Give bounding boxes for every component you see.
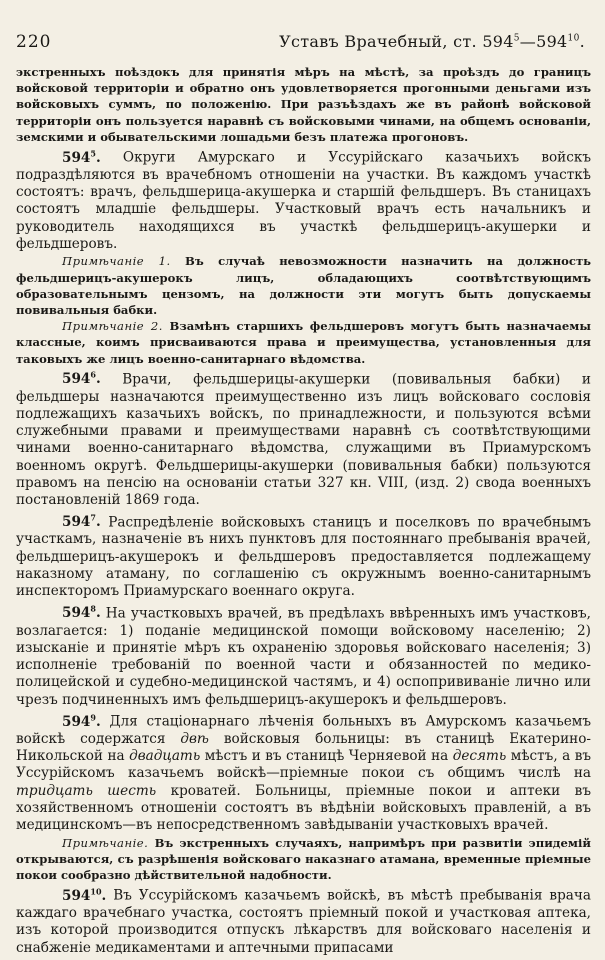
note-text: Взамѣнъ старшихъ фельдшеровъ могутъ быть назначаемы классные, коимъ присваиваются права и преимущества, установленныя для таковыхъ же лицъ военно-санитарнаго вѣдомства. (16, 319, 591, 366)
article-num: 594 (62, 713, 91, 730)
article-dot: . (95, 149, 101, 166)
article-text-part: войсковыя больницы: въ станицѣ Екатерино-Никольской на (16, 730, 591, 765)
article-number (62, 888, 106, 904)
page-body (16, 64, 591, 957)
note-1 (16, 253, 591, 318)
article-594-6 (16, 367, 591, 510)
article-sup: 10 (90, 886, 102, 897)
article-num: 594 (62, 514, 91, 531)
article-594-9 (16, 709, 591, 835)
article-dot: . (101, 887, 107, 904)
article-text: Въ Уссурійскомъ казачьемъ войскѣ, въ мѣстѣ пребыванія врача каждаго врачебнаго участка, состоятъ пріемный покой и участковая аптека, изъ которой производится отпускъ лѣкарствъ для войсковаго населенія и снабженіе медикаментами и аптечными припасами (16, 887, 591, 956)
page-header (16, 32, 591, 52)
emphasis-count: двѣ (180, 730, 209, 747)
article-text-part: мѣстъ, а въ Уссурійскомъ казачьемъ войскѣ—пріемные покои съ общимъ числѣ на (16, 748, 591, 782)
article-sup: 9 (90, 711, 96, 722)
note-label: Примѣчаніе. (62, 835, 149, 850)
article-594-7 (16, 510, 591, 601)
article-number (62, 371, 101, 387)
title-sup-start: 5 (513, 33, 520, 44)
note-text: Въ случаѣ невозможности назначить на должность фельдшерицъ-акушерокъ лицъ, обладающихъ соотвѣтствующимъ образовательнымъ цензомъ, на должности эти могутъ быть допускаемы повивальныя бабки. (16, 254, 591, 317)
article-num: 594 (62, 149, 91, 166)
article-num: 594 (62, 605, 91, 622)
article-sup: 7 (90, 512, 96, 523)
note-2 (16, 318, 591, 367)
article-sup: 5 (90, 148, 96, 159)
article-number (62, 514, 101, 530)
title-mid: —594 (519, 32, 568, 51)
article-dot: . (95, 514, 101, 531)
title-suffix: . (579, 32, 585, 51)
article-sup: 8 (90, 603, 96, 614)
emphasis-count: тридцать шесть (16, 782, 157, 799)
article-dot: . (95, 371, 101, 388)
article-594-10 (16, 883, 591, 957)
emphasis-count: двадцать (129, 748, 201, 765)
article-text-part: кроватей. Больницы, пріемные покои и аптеки въ хозяйственномъ отношеніи состоятъ въ вѣдѣніи войсковыхъ правленій, а въ медицинскомъ—въ непосредственномъ завѣдываніи участковыхъ врачей. (16, 782, 591, 834)
article-text: Округи Амурскаго и Уссурійскаго казачьихъ войскъ подраздѣляются въ врачебномъ отношеніи на участки. Въ каждомъ участкѣ состоятъ: врачъ, фельдшерица-акушерка и старшій фельдшеръ. Въ станицахъ состоятъ младшіе фельдшеры. Участковый врачъ есть начальникъ и руководитель находящихся въ участкѣ фельдшерицъ-акушерки и фельдшеровъ. (16, 149, 591, 253)
article-text-part: мѣстъ и въ станицѣ Черняевой на (200, 748, 453, 765)
title-sup-end: 10 (567, 33, 580, 44)
title-prefix: Уставъ Врачебный, ст. 594 (279, 32, 514, 51)
article-number (62, 711, 101, 730)
article-dot: . (95, 713, 101, 730)
article-text: Распредѣленіе войсковыхъ станицъ и поселковъ по врачебнымъ участкамъ, назначеніе въ нихъ пунктовъ для постояннаго пребыванія врачей, фельдшерицъ-акушерокъ и фельдшеровъ предоставляется подлежащему наказному атаману, по соглашенію съ окружнымъ военно-санитарнымъ инспекторомъ Приамурскаго военнаго округа. (16, 514, 591, 600)
note-label: Примѣчаніе 2. (62, 319, 163, 334)
article-594-8 (16, 601, 591, 709)
article-594-5 (16, 145, 591, 253)
article-sup: 6 (90, 369, 96, 380)
emphasis-count: десять (452, 748, 507, 765)
article-text: На участковыхъ врачей, въ предѣлахъ ввѣренныхъ имъ участковъ, возлагается: 1) поданіе медицинской помощи войсковому населенію; 2) изысканіе и принятіе мѣръ къ охраненію здоровья войсковаго населенія; 3) исполненіе требованій по военной части и обязанностей по медико-полицейской и судебно-медицинской частямъ, и 4) оспопрививаніе лично или чрезъ подчиненныхъ имъ фельдшерицъ-акушерокъ и фельдшеровъ. (16, 605, 591, 708)
page-number: 220 (16, 32, 52, 52)
note-text: Въ экстренныхъ случаяхъ, напримѣръ при развитіи эпидемій открываются, съ разрѣшенія войсковаго наказнаго атамана, временные пріемные покои сообразно дѣйствительной надобности. (16, 835, 591, 882)
article-text: Врачи, фельдшерицы-акушерки (повивальныя бабки) и фельдшеры назначаются преимущественно изъ лицъ войсковаго сословія подлежащихъ казачьихъ войскъ, по принадлежности, и пользуются всѣми служебными правами и преимуществами наравнѣ съ соотвѣтствующими чинами военно-санитарнаго вѣдомства, служащими въ Приамурскомъ военномъ округѣ. Фельдшерицы-акушерки (повивальныя бабки) пользуются правомъ на пенсію на основаніи статьи 327 кн. VIII, (изд. 2) свода военныхъ постановленій 1869 года. (16, 371, 591, 509)
running-title (279, 32, 585, 51)
note-3 (16, 835, 591, 884)
article-num: 594 (62, 371, 91, 388)
article-num: 594 (62, 887, 91, 904)
article-number (62, 605, 101, 621)
note-label: Примѣчаніе 1. (62, 254, 171, 269)
article-text-part: Для стаціонарнаго лѣченія больныхъ въ Амурскомъ казачьемъ войскѣ содержатся (16, 713, 591, 747)
article-dot: . (95, 605, 101, 622)
intro-continuation: экстренныхъ поѣздокъ для принятія мѣръ на мѣстѣ, за проѣздъ до границъ войсковой территоріи и обратно онъ удовлетворяется прогонными деньгами изъ войсковыхъ суммъ, по положенію. При разъѣздахъ же въ районѣ войсковой территоріи онъ пользуется наравнѣ съ войсковыми чинами, на общемъ основаніи, земскими и обывательскими лошадьми безъ платежа прогоновъ. (16, 65, 591, 144)
article-number (62, 150, 101, 166)
